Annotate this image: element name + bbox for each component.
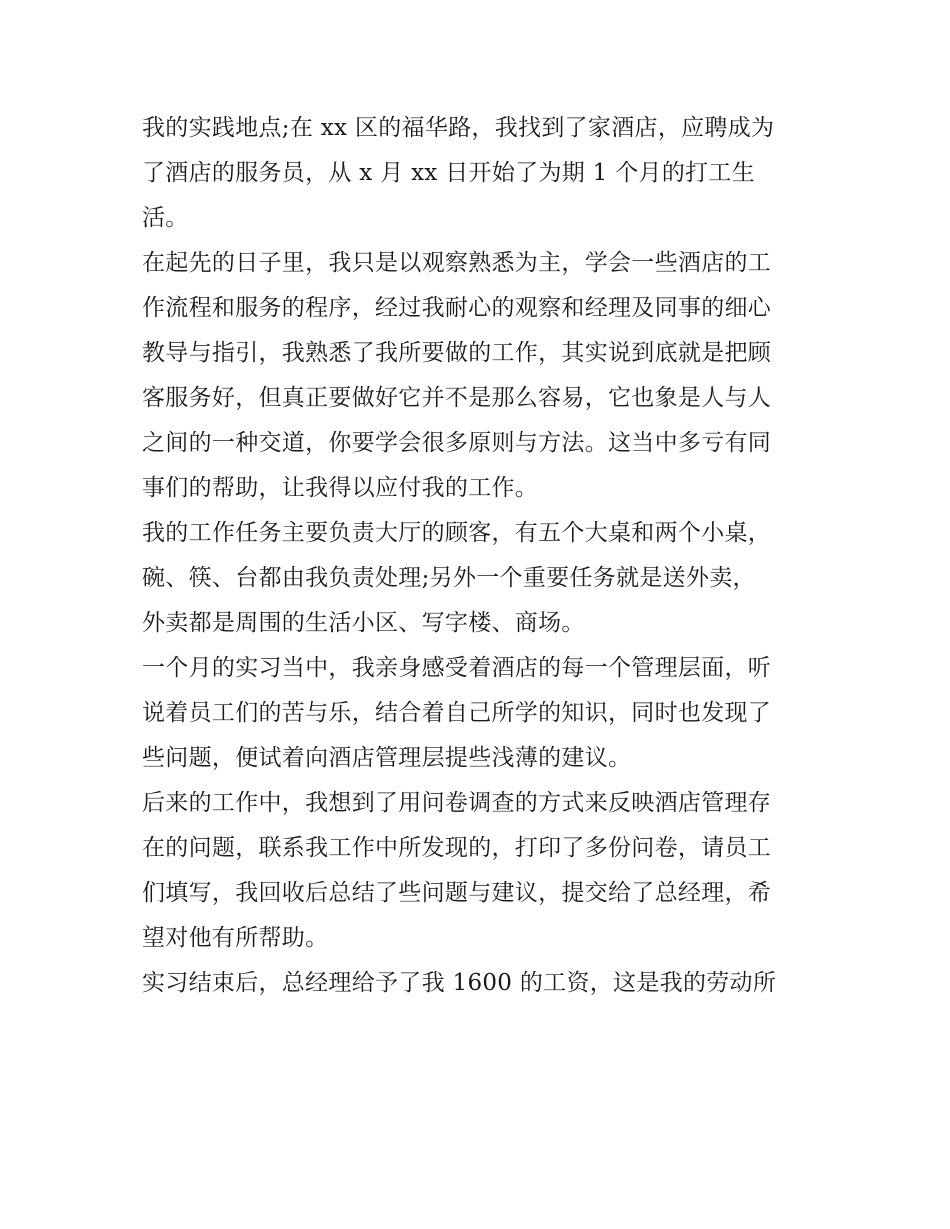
text-line: 实习结束后，总经理给予了我 1600 的工资，这是我的劳动所 <box>142 970 777 996</box>
text-line: 活。 <box>142 205 189 231</box>
document-body <box>142 106 822 1006</box>
text-line: 了酒店的服务员，从 x 月 xx 日开始了为期 1 个月的打工生 <box>142 160 756 186</box>
text-line: 们填写，我回收后总结了些问题与建议，提交给了总经理，希 <box>142 880 772 906</box>
text-line: 客服务好，但真正要做好它并不是那么容易，它也象是人与人 <box>142 385 772 411</box>
paragraph-conclusion <box>142 961 822 1006</box>
text-line: 我的工作任务主要负责大厅的顾客，有五个大桌和两个小桌， <box>142 520 772 546</box>
text-line: 在的问题，联系我工作中所发现的，打印了多份问卷，请员工 <box>142 835 772 861</box>
text-line: 碗、筷、台都由我负责处理;另外一个重要任务就是送外卖， <box>142 565 756 591</box>
text-line: 教导与指引，我熟悉了我所要做的工作，其实说到底就是把顾 <box>142 340 772 366</box>
text-line: 些问题，便试着向酒店管理层提些浅薄的建议。 <box>142 745 632 771</box>
paragraph-questionnaire <box>142 781 822 961</box>
paragraph-management-observation <box>142 646 822 781</box>
text-line: 说着员工们的苦与乐，结合着自己所学的知识，同时也发现了 <box>142 700 772 726</box>
paragraph-internship-location <box>142 106 822 241</box>
text-line: 作流程和服务的程序，经过我耐心的观察和经理及同事的细心 <box>142 295 772 321</box>
text-line: 我的实践地点;在 xx 区的福华路，我找到了家酒店，应聘成为 <box>142 115 775 141</box>
paragraph-early-days <box>142 241 822 511</box>
text-line: 一个月的实习当中，我亲身感受着酒店的每一个管理层面，听 <box>142 655 772 681</box>
text-line: 之间的一种交道，你要学会很多原则与方法。这当中多亏有同 <box>142 430 772 456</box>
text-line: 在起先的日子里，我只是以观察熟悉为主，学会一些酒店的工 <box>142 250 772 276</box>
text-line: 望对他有所帮助。 <box>142 925 329 951</box>
text-line: 事们的帮助，让我得以应付我的工作。 <box>142 475 539 501</box>
text-line: 外卖都是周围的生活小区、写字楼、商场。 <box>142 610 585 636</box>
paragraph-work-tasks <box>142 511 822 646</box>
text-line: 后来的工作中，我想到了用问卷调查的方式来反映酒店管理存 <box>142 790 772 816</box>
